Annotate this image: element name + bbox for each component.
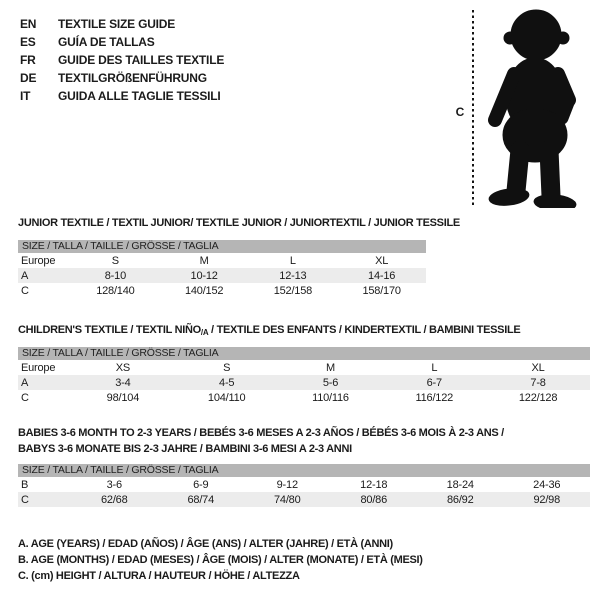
table-cell: 80/86 [360,493,388,506]
table-cell: L [289,254,296,267]
language-code: IT [20,89,31,103]
table-cell: 68/74 [187,493,215,506]
height-dotted-line [472,10,474,207]
table-cell: 158/170 [362,284,401,297]
language-row [20,33,224,51]
table-cell: M [326,361,335,374]
language-label: TEXTILGRÖßENFÜHRUNG [58,71,207,85]
table-cell: 3-6 [106,478,122,491]
babies-section-title-line2: BABYS 3-6 MONATE BIS 2-3 JAHRE / BAMBINI 3-6 MESI A 2-3 ANNI [18,443,352,455]
table-cell: 14-16 [368,269,396,282]
table-cell: 9-12 [276,478,298,491]
language-row [20,15,224,33]
language-code: EN [20,17,37,31]
language-row [20,87,224,105]
table-row-age [18,268,426,283]
table-cell: 86/92 [446,493,474,506]
row-label: Europe [21,254,56,267]
table-cell: 12-13 [279,269,307,282]
table-cell: 6-9 [193,478,209,491]
row-label: B [21,478,29,491]
table-cell: 6-7 [426,376,442,389]
language-row [20,51,224,69]
table-cell: 10-12 [190,269,218,282]
table-cell: S [111,254,119,267]
table-cell: M [199,254,209,267]
legend [18,536,423,584]
table-cell: 5-6 [322,376,339,389]
table-row-age [18,375,590,390]
row-label: A [21,376,29,389]
language-label: GUIDE DES TAILLES TEXTILE [58,53,225,67]
table-cell: 104/110 [207,391,246,404]
table-cell: 8-10 [104,269,126,282]
language-label: GUIDA ALLE TAGLIE TESSILI [58,89,221,103]
junior-size-table [18,240,426,298]
table-cell: XL [375,254,389,267]
table-cell: 140/152 [184,284,224,297]
table-row-months [18,477,590,492]
table-cell: 128/140 [96,284,135,297]
babies-section-title-line1: BABIES 3-6 MONTH TO 2-3 YEARS / BEBÉS 3-6 MESES A 2-3 AÑOS / BÉBÉS 3-6 MOIS À 2-3 ANS / [18,427,504,439]
junior-section-title: JUNIOR TEXTILE / TEXTIL JUNIOR/ TEXTILE JUNIOR / JUNIORTEXTIL / JUNIOR TESSILE [18,217,460,229]
table-cell: 18-24 [446,478,474,491]
table-row-height [18,390,590,405]
legend-line-c: C. (cm) HEIGHT / ALTURA / HAUTEUR / HÖHE / ALTEZZA [18,570,300,582]
table-cell: 98/104 [106,391,140,404]
table-cell: 116/122 [415,391,454,404]
table-cell: 62/68 [100,493,128,506]
size-header-bar: SIZE / TALLA / TAILLE / GRÖSSE / TAGLIA [18,347,590,360]
toddler-silhouette-icon [482,8,592,208]
table-cell: 92/98 [533,493,561,506]
language-code: DE [20,71,37,85]
children-section-title [18,324,520,337]
language-code: FR [20,53,36,67]
legend-line-b: B. AGE (MONTHS) / EDAD (MESES) / ÂGE (MOIS) / ALTER (MONATE) / ETÀ (MESI) [18,554,423,566]
table-cell: S [223,361,231,374]
language-row [20,69,224,87]
language-label: TEXTILE SIZE GUIDE [58,17,176,31]
legend-line-a: A. AGE (YEARS) / EDAD (AÑOS) / ÂGE (ANS) / ALTER (JAHRE) / ETÀ (ANNI) [18,538,393,550]
size-header-bar: SIZE / TALLA / TAILLE / GRÖSSE / TAGLIA [18,240,426,253]
language-label: GUÍA DE TALLAS [58,35,155,49]
table-row-height [18,283,426,298]
children-title-sub: /A [200,328,209,337]
table-cell: 110/116 [312,391,349,404]
table-cell: 152/158 [273,284,313,297]
table-row-europe [18,253,426,268]
row-label: A [21,269,29,282]
language-code: ES [20,35,36,49]
table-cell: L [431,361,438,374]
table-cell: XS [115,361,131,374]
table-cell: XL [531,361,545,374]
babies-size-table [18,464,590,507]
row-label: Europe [21,361,56,374]
table-row-height [18,492,590,507]
children-title-pre: CHILDREN'S TEXTILE / TEXTIL NIÑO [18,324,201,336]
row-label: C [21,284,29,297]
children-title-post: / TEXTILE DES ENFANTS / KINDERTEXTIL / BAMBINI TESSILE [208,324,521,336]
table-cell: 74/80 [273,493,301,506]
height-marker-label: C [455,105,465,119]
row-label: C [21,391,29,404]
table-cell: 24-36 [533,478,561,491]
table-cell: 4-5 [219,376,235,389]
row-label: C [21,493,29,506]
table-row-europe [18,360,590,375]
language-list [20,15,224,105]
table-cell: 3-4 [115,376,131,389]
table-cell: 7-8 [530,376,546,389]
children-size-table [18,347,590,405]
size-header-bar: SIZE / TALLA / TAILLE / GRÖSSE / TAGLIA [18,464,590,477]
table-cell: 12-18 [360,478,388,491]
table-cell: 122/128 [518,391,558,404]
